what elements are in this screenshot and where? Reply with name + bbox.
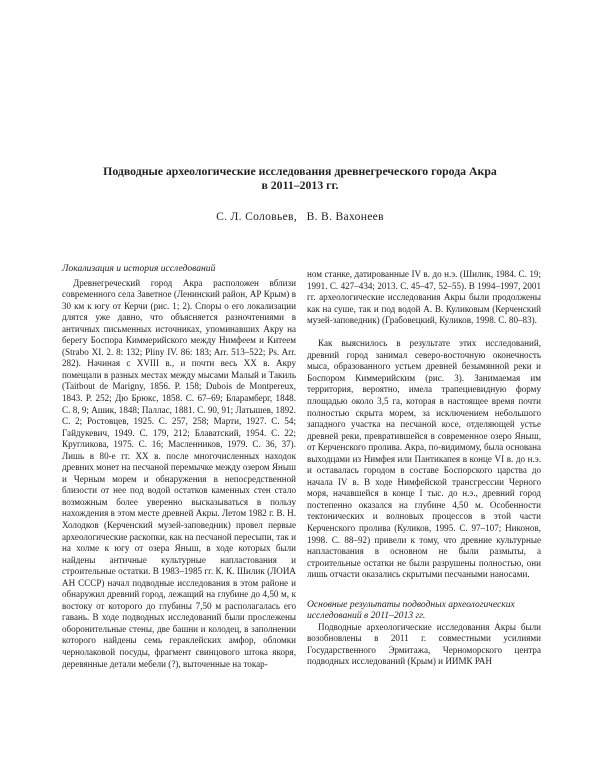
text-column-left — [62, 263, 296, 670]
title-line-2: в 2011–2013 гг. — [261, 178, 339, 192]
section-heading-main-results: Основные результаты подводных археологических исследований в 2011–2013 гг. — [307, 598, 515, 622]
article-authors: С. Л. Соловьев, В. В. Вахонеев — [216, 210, 384, 223]
paragraph-localization-history: Древнегреческий город Акра расположен вблизи современного села Заветное (Ленинский район, АР Крым) в 30 км к югу от Керчи (рис. 1; 2). Споры о его локализации длятся уже давно, что объясняется разночтениями в античных письменных источниках, упоминавших Акру на берегу Боспора Киммерийского между Нимфеем и Китеем (Strabo XI. 2. 8: 132; Pliny IV. 86: 183; Arr. 513–522; Ps. Arr. 282). Начиная с XVIII в., и почти весь XX в. Акру помещали в разных местах между мысами Малый и Такиль (Taitbout de Marigny, 1856. P. 158; Dubois de Montpereux, 1843. P. 252; Дю Брюкс, 1858. С. 67–69; Бларамберг, 1848. С. 8, 9; Ашик, 1848; Паллас, 1881. С. 90, 91; Латышев, 1892. С. 2; Ростовцев, 1925. С. 257, 258; Марти, 1927. С. 54; Гайдукевич, 1949. С. 179, 212; Блаватский, 1954. С. 22; Кругликова, 1975. С. 16; Масленников, 1979. С. 36, 37). Лишь в 80-е гг. XX в. после многочисленных находок древних монет на песчаной перемычке между озером Яныш и Черным морем и обнаружения в непосредственной близости от нее под водой остатков каменных стен стало возможным более уверенно высказываться в пользу нахождения в этом месте древней Акры. Летом 1982 г. В. Н. Холодков (Керченский музей-заповедник) провел первые археологические раскопки, как на песчаной пересыпи, так и на холме к югу от озера Яныш, в ходе которых были найдены античные культурные напластования и строительные остатки. В 1983–1985 гг. К. К. Шилик (ЛОИА АН СССР) начал подводные исследования в этом районе и обнаружил древний город, лежащий на глубине до 4,50 м, к востоку от которого до глубины 7,50 м располагалась его гавань. В ходе подводных исследований были прослежены оборонительные стены, две башни и колодец, в заполнении которого найдены семь гераклейских амфор, обломки чернолаковой посуды, фрагмент свинцового штока якоря, деревянные детали мебели (?), выточенные на токар- — [62, 277, 296, 669]
paragraph-continued: ном станке, датированные IV в. до н.э. (Шилик, 1984. С. 19; 1991. С. 427–434; 2013. С. 45–47, 52–55). В 1994–1997, 2001 гг. археологические исследования Акры были продолжены как на суше, так и под водой А. В. Куликовым (Керченский музей-заповедник) (Грабовецкий, Куликов, 1998. С. 80–83). — [307, 269, 541, 326]
paragraph-research-results: Как выяснилось в результате этих исследований, древний город занимал северо-восточную оконечность мыса, образованного устьем древней безымянной реки и Боспором Киммерийским (рис. 3). Занимаемая им территория, вероятно, имела трапециевидную форму площадью около 3,5 га, которая в настоящее время почти полностью скрыта морем, за исключением небольшого западного участка на песчаной косе, отделяющей устье древней реки, превратившейся в современное озеро Яныш, от Керченского пролива. Акра, по-видимому, была основана выходцами из Нимфея или Пантикапея в конце VI в. до н.э. и оставалась городом в составе Боспорского царства до начала IV в. В ходе Нимфейской трансгрессии Черного моря, начавшейся в конце I тыс. до н.э., древний город постепенно оказался на глубине 4,50 м. Особенности тектонических и волновых процессов в этой части Керченского пролива (Куликов, 1995. С. 97–107; Никонов, 1998. С. 88–92) привели к тому, что древние культурные напластования в основном не были размыты, а строительные остатки не были разрушены полностью, они лишь отчасти оказались скрытыми песчаными наносами. — [307, 338, 541, 580]
paragraph-2011-2013: Подводные археологические исследования Акры были возобновлены в 2011 г. совместными усилиями Государственного Эрмитажа, Черноморского центра подводных исследований (Крым) и ИИМК РАН — [307, 621, 541, 667]
title-line-1: Подводные археологические исследования древнегреческого города Акра — [103, 164, 497, 178]
section-heading-localization: Локализация и история исследований — [62, 263, 216, 274]
text-column-right — [307, 269, 541, 668]
article-title — [60, 164, 540, 192]
